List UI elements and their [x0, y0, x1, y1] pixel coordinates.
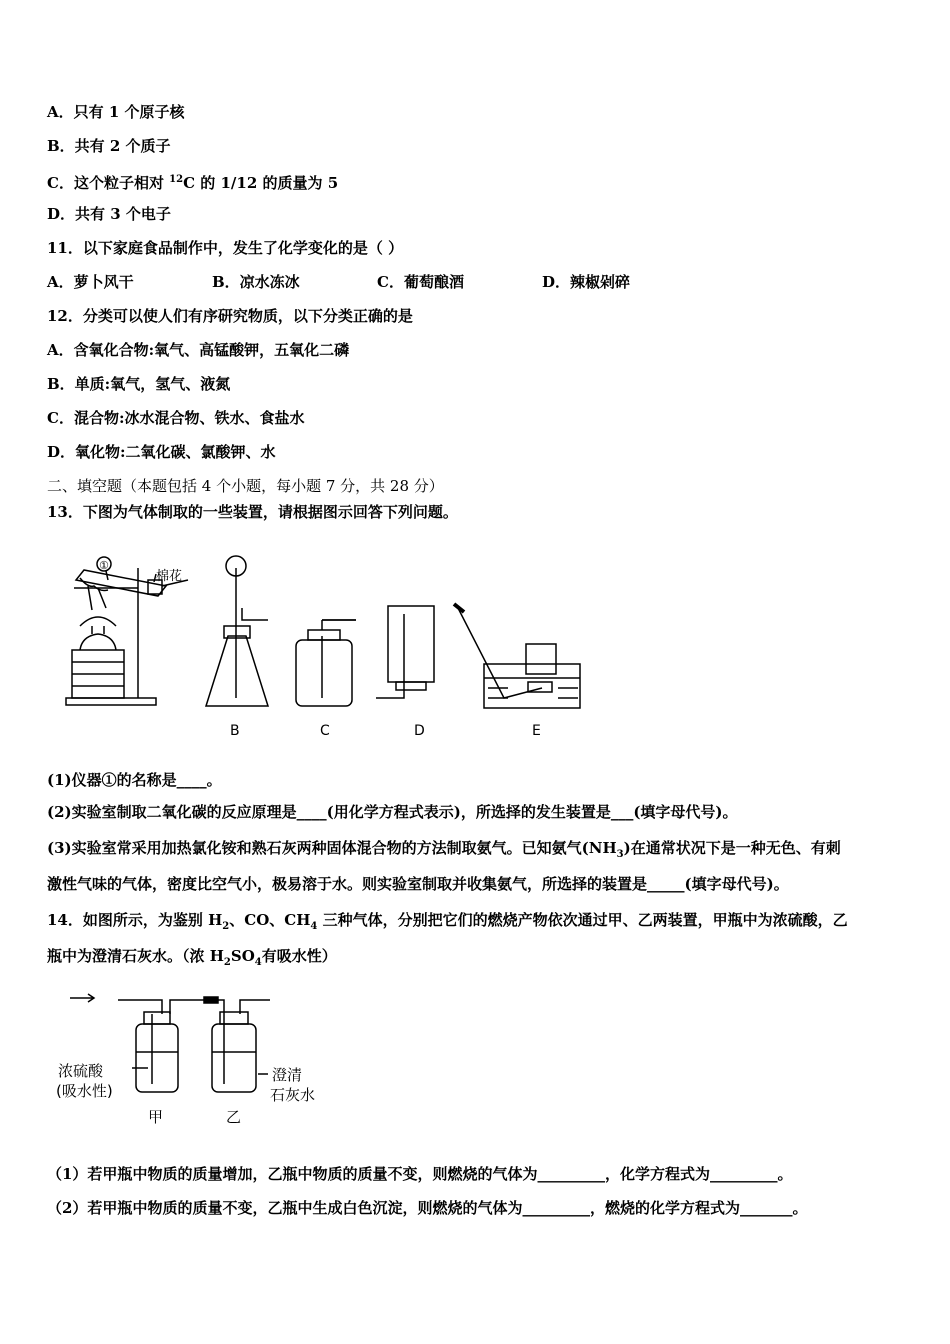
label-d: D	[414, 723, 425, 739]
cotton-label: 棉花	[156, 569, 183, 584]
q11-options	[47, 272, 847, 292]
label-c: C	[320, 723, 330, 739]
q14-l1-s1: 2	[222, 921, 230, 932]
right-label-2: 石灰水	[270, 1086, 316, 1104]
delivery-tube-d	[376, 614, 404, 698]
gas-apparatus-figure	[58, 548, 588, 744]
gas-flow-arrow	[70, 994, 94, 1002]
q11-option-c: C．葡萄酿酒	[377, 273, 464, 291]
q14-stem-line2	[47, 946, 337, 973]
q10-option-b: B．共有 2 个质子	[47, 137, 171, 155]
q10-option-a: A．只有 1 个原子核	[47, 103, 185, 121]
q11-option-a: A．萝卜风干	[47, 273, 134, 291]
q14-stem-line1	[47, 910, 848, 937]
q14-l2-a: 瓶中为澄清石灰水。（浓 H	[47, 947, 224, 965]
q14-l2-s1: 2	[223, 957, 231, 968]
bottle-yi	[212, 1024, 256, 1092]
left-label-1: 浓硫酸	[58, 1062, 104, 1080]
q12-option-a: A．含氧化合物:氧气、高锰酸钾，五氧化二磷	[47, 341, 350, 359]
q10-option-d: D．共有 3 个电子	[47, 205, 171, 223]
q12-option-c: C．混合物:冰水混合物、铁水、食盐水	[47, 409, 305, 427]
label-b: B	[230, 723, 240, 739]
q13-p3-end: )在通常状况下是一种无色、有刺	[623, 839, 841, 857]
burner-flame	[80, 617, 116, 626]
q12-option-d: D．氧化物:二氧化碳、氯酸钾、水	[47, 443, 276, 461]
q13-part3-line1	[47, 838, 841, 865]
q14-part2: （2）若甲瓶中物质的质量不变，乙瓶中生成白色沉淀，则燃烧的气体为_________，燃烧的化学方程式为_______。	[47, 1199, 808, 1217]
section-2-header: 二、填空题（本题包括 4 个小题，每小题 7 分，共 28 分）	[47, 477, 444, 495]
label-jia: 甲	[148, 1108, 164, 1126]
q11-option-b: B．凉水冻冰	[212, 273, 300, 291]
q13-part3-line2: 激性气味的气体，密度比空气小，极易溶于水。则实验室制取并收集氨气，所选择的装置是_____(填字母代号)。	[47, 875, 789, 893]
collecting-bottle	[526, 644, 556, 674]
delivery-tube-c	[322, 620, 356, 630]
q14-part1: （1）若甲瓶中物质的质量增加，乙瓶中物质的质量不变，则燃烧的气体为_________，化学方程式为_________。	[47, 1165, 793, 1183]
q12-stem: 12．分类可以使人们有序研究物质，以下分类正确的是	[47, 307, 413, 325]
bottle-jia	[136, 1024, 178, 1092]
q14-l1-c: 三种气体，分别把它们的燃烧产物依次通过甲、乙两装置，甲瓶中为浓硫酸，乙	[317, 911, 848, 929]
q14-l2-b: SO	[230, 947, 255, 965]
q14-l2-c: 有吸水性）	[261, 947, 337, 965]
q13-p3-a: (3)实验室常采用加热氯化铵和熟石灰两种固体混合物的方法制取氨气。已知氨气(NH	[47, 839, 617, 857]
label-e: E	[532, 723, 541, 739]
q10-c-prefix: C．这个粒子相对	[47, 174, 170, 192]
q13-part1: (1)仪器①的名称是____。	[47, 771, 222, 789]
q10-c-sup: 12	[169, 174, 184, 185]
q14-l1-s2: 4	[310, 921, 318, 932]
q13-part2: (2)实验室制取二氧化碳的反应原理是____(用化学方程式表示)，所选择的发生装置是___(填字母代号)。	[47, 803, 738, 821]
delivery-tube-e	[458, 608, 542, 698]
wash-bottles-figure	[52, 988, 342, 1128]
alcohol-lamp	[80, 634, 116, 650]
q11-option-d: D．辣椒剁碎	[542, 273, 631, 291]
right-label-1: 澄清	[272, 1066, 303, 1084]
gas-bottle-d	[388, 606, 434, 682]
q13-stem: 13．下图为气体制取的一些装置，请根据图示回答下列问题。	[47, 503, 458, 521]
conical-flask	[206, 636, 268, 706]
q14-l1-b: 、CO、CH	[229, 911, 311, 929]
q14-l2-s2: 4	[254, 957, 262, 968]
gas-bottle-c	[296, 640, 352, 706]
left-label-2: (吸水性)	[56, 1082, 113, 1100]
q11-stem: 11．以下家庭食品制作中，发生了化学变化的是（ ）	[47, 239, 404, 257]
rubber-connector	[204, 997, 218, 1003]
q10-option-c	[47, 170, 338, 193]
delivery-tube-b	[242, 608, 268, 620]
q14-l1-a: 14．如图所示，为鉴别 H	[47, 911, 223, 929]
q13-p3-sub: 3	[616, 849, 624, 860]
iron-stand-base	[66, 698, 156, 705]
label-yi: 乙	[226, 1108, 242, 1126]
q12-option-b: B．单质:氧气，氢气、液氮	[47, 375, 231, 393]
q10-c-suffix: C 的 1/12 的质量为 5	[183, 174, 339, 192]
marker-label: ①	[99, 559, 109, 572]
